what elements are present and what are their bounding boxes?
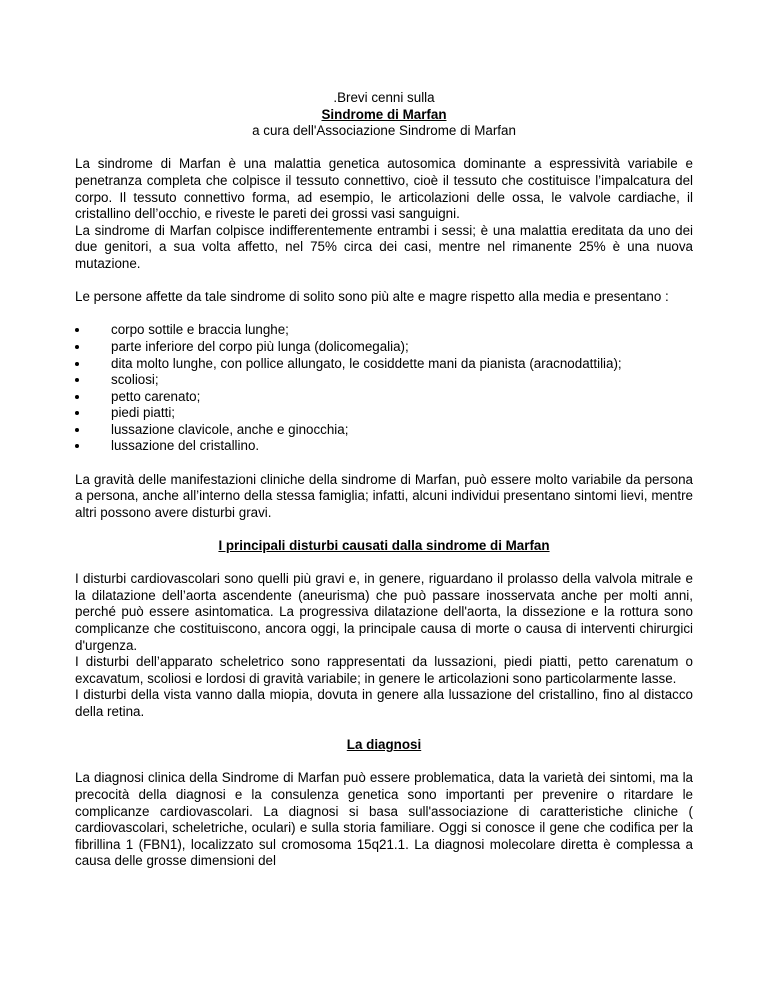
bullet-icon <box>75 345 79 349</box>
bullet-icon <box>75 411 79 415</box>
diagnosis-paragraph-1: La diagnosi clinica della Sindrome di Marfan può essere problematica, data la varietà dei sintomi, ma la precocità della diagnosi e la consulenza genetica sono importanti per prevenire o ritardare le complicanze cardiovascolari. La diagnosi si basa sull'associazione di caratteristiche cliniche ( cardiovascolari, scheletriche, oculari) e sulla storia familiare. Oggi si conosce il gene che codifica per la fibrillina 1 (FBN1), localizzato sul cromosoma 15q21.1. La diagnosi molecolare diretta è complessa a causa delle grosse dimensioni del <box>75 770 693 869</box>
document-subtitle: a cura dell'Associazione Sindrome di Marfan <box>252 123 516 139</box>
intro-paragraph-1: La sindrome di Marfan è una malattia genetica autosomica dominante a espressività variabile e penetranza completa che colpisce il tessuto connettivo, cioè il tessuto che costituisce l’impalcatura del corpo. Il tessuto connettivo forma, ad esempio, le articolazioni delle ossa, le valvole cardiache, il cristallino dell’occhio, e riveste le pareti dei grossi vasi sanguigni. <box>75 156 693 222</box>
header-line: .Brevi cenni sulla <box>333 90 435 105</box>
list-item: corpo sottile e braccia lunghe; <box>75 322 693 339</box>
features-list <box>75 322 693 455</box>
bullet-icon <box>75 362 79 366</box>
bullet-icon <box>75 328 79 332</box>
disorders-paragraph-3: I disturbi della vista vanno dalla miopia, dovuta in genere alla lussazione del cristallino, fino al distacco della retina. <box>75 687 693 719</box>
list-item: petto carenato; <box>75 389 693 406</box>
bullet-icon <box>75 444 79 448</box>
section-heading-disorders: I principali disturbi causati dalla sindrome di Marfan <box>218 538 550 554</box>
bullet-icon <box>75 395 79 399</box>
list-item: scoliosi; <box>75 372 693 389</box>
bullet-icon <box>75 378 79 382</box>
features-intro: Le persone affette da tale sindrome di solito sono più alte e magre rispetto alla media e presentano : <box>75 289 669 305</box>
document-page <box>75 90 693 870</box>
list-item: parte inferiore del corpo più lunga (dolicomegalia); <box>75 339 693 356</box>
disorders-paragraph-1: I disturbi cardiovascolari sono quelli più gravi e, in genere, riguardano il prolasso della valvola mitrale e la dilatazione dell’aorta ascendente (aneurisma) che può passare inosservata anche per molti anni, perché può essere asintomatica. La progressiva dilatazione dell'aorta, la dissezione e la rottura sono complicanze che costituiscono, ancora oggi, la principale causa di morte o causa di interventi chirurgici d'urgenza. <box>75 571 693 653</box>
section-heading-diagnosis: La diagnosi <box>346 737 422 753</box>
list-item: lussazione del cristallino. <box>75 438 693 455</box>
list-item: piedi piatti; <box>75 405 693 422</box>
severity-paragraph: La gravità delle manifestazioni cliniche della sindrome di Marfan, può essere molto variabile da persona a persona, anche all’interno della stessa famiglia; infatti, alcuni individui presentano sintomi lievi, mentre altri possono avere disturbi gravi. <box>75 471 693 520</box>
bullet-icon <box>75 428 79 432</box>
document-title: Sindrome di Marfan <box>321 106 447 122</box>
intro-paragraph-2: La sindrome di Marfan colpisce indifferentemente entrambi i sessi; è una malattia ereditata da uno dei due genitori, a sua volta affetto, nel 75% circa dei casi, mentre nel rimanente 25% è una nuova mutazione. <box>75 222 693 271</box>
list-item: lussazione clavicole, anche e ginocchia; <box>75 422 693 439</box>
disorders-paragraph-2: I disturbi dell’apparato scheletrico sono rappresentati da lussazioni, piedi piatti, petto carenatum o excavatum, scoliosi e lordosi di gravità variabile; in genere le articolazioni sono particolarmente lasse. <box>75 654 693 686</box>
list-item: dita molto lunghe, con pollice allungato, le cosiddette mani da pianista (aracnodattilia); <box>75 356 693 373</box>
